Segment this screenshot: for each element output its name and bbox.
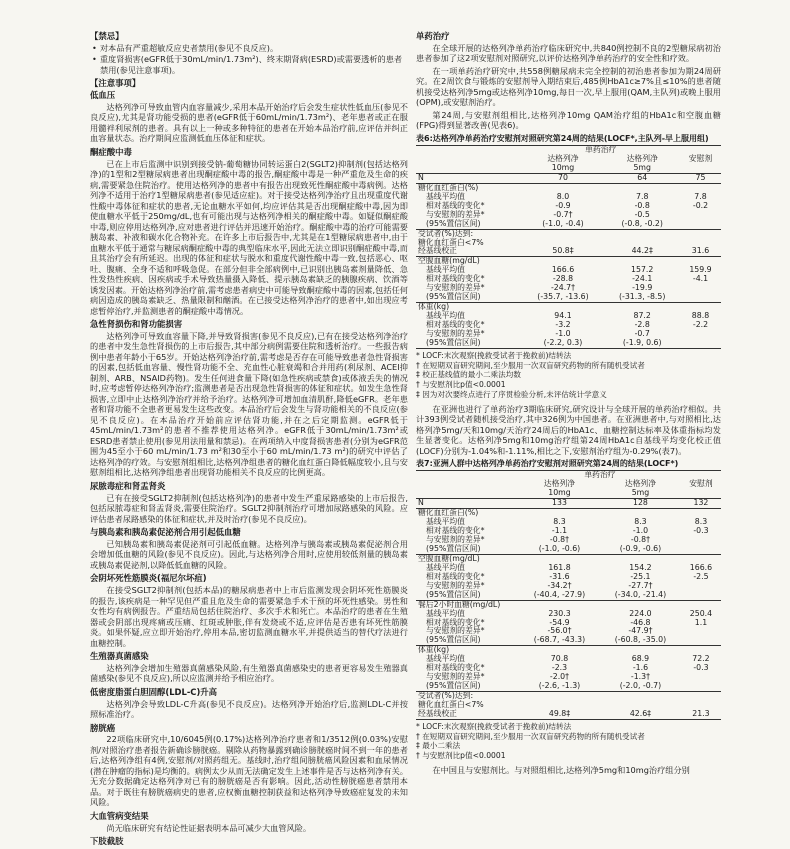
table-cell-value: 154.2 [629, 562, 652, 572]
table-row-label: (95%置信区间) [416, 220, 522, 229]
table-row-label: 相对基线的变化* [426, 617, 485, 627]
table-group-header: 单药治疗 [519, 471, 681, 480]
table-section-title: 糖化血红蛋白(%) [418, 508, 479, 518]
table-cell-value: -2.0† [549, 672, 570, 682]
table-section-title: 经基线校正 [416, 247, 522, 256]
table-cell-value [681, 682, 721, 691]
table-group-header: 单药治疗 [522, 145, 680, 154]
table-row-label: 基线平均值 [426, 562, 465, 572]
table-row-label: 与安慰剂的差异* [426, 209, 485, 219]
precaution-section-text: 已知胰岛素和胰岛素促泌剂可引起低血糖。达格列净与胰岛素或胰岛素促泌剂合用会增加低血糖的风险(参见不良反应)。因此,与达格列净合用时,应使用较低剂量的胰岛素或胰岛素促泌剂,以降低低血糖的风险。 [90, 538, 408, 570]
table-cell-value: 88.8 [691, 311, 710, 321]
table-section-title: 空腹血糖(mg/dL) [418, 256, 480, 266]
monotherapy-paragraph: 在一项单药治疗研究中,共558例糖尿病未完全控制的初治患者参加为期24周研究。在2周饮食与锻炼的安慰剂导入期结束后,485例HbA1c≥7%且≤10%的患者随机接受达格列净5mg或达格列净10mg,每日一次,早上服用(QAM,主队列)或晚上服用(OPM),或安慰剂治疗。 [416, 65, 721, 108]
table-cell-value: -24.1 [632, 274, 653, 284]
table-cell-value: -34.2† [547, 580, 572, 590]
table-cell-value: -0.3 [693, 526, 709, 535]
table-row-label: 基线平均值 [426, 517, 465, 527]
table-cell-value [681, 673, 721, 682]
table-notes [416, 722, 721, 761]
precaution-section-title: 酮症酸中毒 [90, 146, 132, 157]
table-cell-value: 21.3 [681, 710, 721, 719]
table-cell-value: 8.3 [634, 517, 647, 527]
table-cell-value: -2.3 [551, 663, 568, 673]
table-row-label: 相对基线的变化* [426, 526, 485, 535]
table-cell-value [680, 211, 721, 220]
table-7 [416, 459, 721, 761]
precaution-section [90, 319, 408, 478]
table-section-title: 糖化血红蛋白(%) [418, 182, 479, 192]
table-cell-value: 157.2 [631, 265, 654, 275]
table-cell-value: -19.9 [632, 283, 653, 293]
precautions-sections [90, 90, 408, 845]
precaution-section [90, 147, 408, 316]
precaution-section [90, 90, 408, 144]
table-cell-value: -24.7† [550, 283, 576, 293]
table-row [416, 293, 721, 302]
precaution-section [90, 573, 408, 648]
table-cell-value: -0.8† [549, 534, 570, 544]
table-cell-value: (-2.6, -1.3) [519, 682, 600, 691]
table-cell-value: 31.6 [680, 247, 721, 256]
table-row-label: 相对基线的变化* [426, 571, 485, 581]
table-cell-value [681, 536, 721, 545]
table-row-label: (95%置信区间) [416, 591, 519, 600]
precaution-section-text: 22项临床研究中,10/6045例(0.17%)达格列净治疗患者和1/3512例(0.03%)安慰剂/对照治疗患者报告新确诊膀胱癌。剔除从药物暴露到确诊膀胱癌时间不到一年的患者后,达格列净组有4例,安慰剂/对照药组无。基线时,治疗组间膀胱癌风险因素和血尿情况(潜在肿瘤的指标)是均衡的。病例太少从而无法确定发生上述事件是否与达格列净有关。无充分数据确定达格列净对已有的膀胱癌是否有影响。因此,活动性膀胱癌患者禁用本品。对于既往有膀胱癌病史的患者,应权衡血糖控制获益和达格列净导致癌症复发的未知风险。 [90, 734, 408, 808]
table-row-label: 基线平均值 [426, 191, 465, 201]
contraindication-item: • 重度肾损害(eGFR低于30mL/min/1.73m²)、终末期肾病(ESRD)或需要透析的患者禁用(参见注意事项)。 [90, 54, 408, 75]
table-header-blank [416, 480, 519, 498]
table-cell-value [680, 339, 721, 348]
table-cell-value: (-35.7, -13.6) [522, 293, 605, 302]
precaution-section [90, 651, 408, 684]
table-cell-value: 8.0 [556, 191, 570, 201]
table-cell-value: -1.3† [630, 672, 650, 682]
table-cell-value: 166.6 [551, 265, 575, 275]
table-section-title: 体重(kg) [418, 302, 450, 312]
precaution-section [90, 527, 408, 570]
precaution-section-text: 达格列净可导致血容量下降,并导致肾损害(参见不良反应),已有在接受达格列净治疗的患者中发生急性肾损伤的上市后报告,其中部分病例需要住院和透析治疗。一些报告病例中患者年龄小于65岁。开始达格列净治疗前,需考虑是否存在可能导致患者急性肾损害的因素,包括低血容量、慢性肾功能不全、充血性心脏衰竭和合并用药(利尿剂、ACEI抑制剂、ARB、NSAID药物)。发生任何进食量下降(如急性疾病或禁食)或体液丢失的情况时,应考虑暂停达格列净治疗;监测患者是否出现急性肾损害的体征和症状。如发生急性肾损害,立即中止达格列净治疗并给予治疗。达格列净可增加血清肌酐,降低eGFR。老年患者和肾功能不全患者更易发生这些改变。本品治疗后会发生与肾功能相关的不良反应(参见不良反应)。在本品治疗开始前应评估肾功能,并在之后定期监测。eGFR低于45mL/min/1.73m²的患者不推荐使用达格列净。eGFR低于30mL/min/1.73m²或ESRD患者禁止使用(参见用法用量和禁忌)。在两项纳入中度肾损害患者(分别为eGFR范围为45至小于60 mL/min/1.73 m²和30至小于60 mL/min/1.73 m²)的研究中评估了达格列净的疗效。与安慰剂组相比,达格列净组患者的糖化血红蛋白降低幅度较小,且与安慰剂组相比,达格列净组患者出现肾功能相关不良反应的比例更高。 [90, 330, 408, 478]
table-section-title-row [416, 710, 721, 719]
table-row-label: 基线平均值 [426, 608, 465, 618]
table-cell-value: -3.2 [555, 320, 571, 330]
table-cell-value: -0.7† [553, 209, 573, 219]
table-cell-value: -0.7 [634, 329, 650, 339]
table-cell-value [681, 636, 721, 645]
table-column-header-row [416, 155, 721, 173]
precaution-section-title: 膀胱癌 [90, 722, 116, 733]
table-row-label: 基线平均值 [426, 311, 465, 321]
table-cell-value: -1.6 [632, 663, 649, 673]
table-title: 表7:亚洲人群中达格列净单药治疗安慰剂对照研究第24周的结果(LOCF*) [416, 459, 679, 469]
table-n-label: N [416, 173, 522, 183]
table-cell-value: -1.0 [555, 329, 571, 339]
table-cell-value: -27.7† [628, 580, 653, 590]
precaution-section-title: 与胰岛素和胰岛素促泌剂合用引起低血糖 [90, 527, 241, 537]
table-cell-value: -46.8 [630, 617, 651, 627]
table-cell-value: -1.0 [632, 526, 649, 535]
left-column [90, 30, 408, 845]
precaution-section-text: 已有在接受SGLT2抑制剂(包括达格列净)的患者中发生严重尿路感染的上市后报告,包括尿脓毒症和肾盂肾炎,需要住院治疗。SGLT2抑制剂治疗可增加尿路感染的风险。应评估患者尿路感染的体征和症状,并及时治疗(参见不良反应)。 [90, 492, 408, 524]
table-row-label: 基线平均值 [426, 654, 465, 664]
precaution-section-text: 已在上市后监测中识别到接受钠-葡萄糖协同转运蛋白2(SGLT2)抑制剂(包括达格列净)的1型和2型糖尿病患者出现酮症酸中毒的报告,酮症酸中毒是一种严重危及生命的疾病,需要紧急住院治疗。使用达格列净的患者中有报告出现致死性酮症酸中毒病例。达格列净不适用于治疗1型糖尿病患者(参见适应症)。对于接受达格列净治疗且出现重度代谢性酸中毒体征和症状的患者,无论血糖水平如何,均应评估其是否出现酮症酸中毒,因为即使血糖水平低于250mg/dL,也有可能出现与达格列净相关的酮症酸中毒。如疑似酮症酸中毒,则应停用达格列净,应对患者进行评估并迅速开始治疗。酮症酸中毒的治疗可能需要胰岛素、补液和碳水化合物补充。在许多上市后报告中,尤其是在1型糖尿病患者中,由于血糖水平低于通常与糖尿病酮症酸中毒的典型临床水平,因此无法立即识别酮症酸中毒,而且其治疗会有所延迟。出现的体征和症状与脱水和重度代谢性酸中毒一致,包括恶心、呕吐、腹痛、全身不适和呼吸急促。在部分但非全部病例中,已识别出胰岛素剂量降低、急性发热性疾病、因疾病或手术导致热量摄入降低、提示胰岛素缺乏的胰腺疾病、饮酒等诱发因素。开始达格列净治疗前,需考虑患者病史中可能导致酮症酸中毒的因素,包括任何病因造成的胰岛素缺乏、热量限制和酗酒。在已接受达格列净治疗的患者中,如出现应考虑暂停治疗,并监测患者的酮症酸中毒情况。 [90, 158, 408, 316]
table-cell-value: (-1.0, -0.6) [519, 545, 600, 554]
table-cell-value: -56.0† [547, 626, 572, 636]
table-column-header: 达格列净 10mg [522, 155, 605, 173]
table-cell-value [680, 330, 721, 339]
table-column-header: 达格列净 5mg [604, 155, 680, 173]
table-row-label: 基线平均值 [426, 265, 465, 275]
table-cell-value: 230.3 [548, 608, 571, 618]
table-note: ‡ 因为对次要终点进行了序贯检验分析,未评估统计学意义 [416, 389, 607, 399]
table-row-label: 与安慰剂的差异* [426, 534, 485, 544]
table-n-value: 132 [681, 499, 721, 509]
table-cell-value: 250.4 [689, 608, 713, 618]
table-cell-value: -31.6 [549, 571, 570, 581]
table-row-label: (95%置信区间) [416, 682, 519, 691]
table-section-title: 经基线校正 [416, 710, 519, 719]
contraindication-item: • 对本品有严重超敏反应史者禁用(参见不良反应)。 [90, 43, 408, 54]
table-cell-value: 70.8 [550, 654, 569, 664]
table-column-header-row [416, 480, 721, 498]
table-cell-value: -1.1 [551, 526, 568, 535]
precaution-section-title: 尿脓毒症和肾盂肾炎 [90, 480, 166, 491]
table-section-title: 糖化血红蛋白<7% [418, 700, 484, 710]
table-cell-value: -0.9 [555, 200, 571, 210]
precaution-section [90, 811, 408, 833]
table-row-label: 与安慰剂的差异* [426, 672, 485, 682]
table-note: † 与安慰剂比p值<0.0001 [416, 751, 506, 761]
table-row [416, 339, 721, 348]
table-column-header: 安慰剂 [681, 480, 721, 498]
table-cell-value: 50.8‡ [522, 247, 605, 256]
table-cell-value: (-40.4, -27.9) [519, 591, 600, 600]
table-note: ‡ 最小二乘法 [416, 741, 461, 751]
table-cell-value: (-60.8, -35.0) [600, 636, 681, 645]
table-row-label: 与安慰剂的差异* [426, 283, 485, 293]
table-cell-value: 7.8 [636, 191, 649, 201]
table-row-label: 相对基线的变化* [426, 274, 485, 284]
precaution-section [90, 481, 408, 524]
table-note: * LOCF:末次观察(挽救受试者于挽救前)结转法 [416, 350, 572, 360]
precaution-section-text: 在接受SGLT2抑制剂(包括本品)的糖尿病患者中上市后监测发现会阴坏死性筋膜炎的报告,该疾病是一种罕见但严重且危及生命的需要紧急手术干预的坏死性感染。男性和女性均有病例报告。严重结局包括住院治疗、多次手术和死亡。本品治疗的患者在生殖器或会阴部出现疼痛或压痛、红斑或肿胀,伴有发烧或不适,应评估是否患有坏死性筋膜炎。如果怀疑,应立即开始治疗,停用本品,密切监测血糖水平,并提供适当的替代疗法进行血糖控制。 [90, 585, 408, 648]
table-cell-value [680, 293, 721, 302]
table-row [416, 220, 721, 229]
right-column [416, 30, 721, 845]
table-cell-value: 224.0 [629, 608, 652, 618]
monotherapy-title: 单药治疗 [416, 31, 450, 41]
table-cell-value: 68.9 [631, 654, 650, 664]
table-cell-value: 161.8 [548, 562, 571, 572]
table-row-label: 相对基线的变化* [426, 320, 485, 330]
precaution-section-text: 达格列净会导致LDL-C升高(参见不良反应)。达格列净开始治疗后,监测LDL-C并按照标准治疗。 [90, 698, 408, 719]
contraindications-list [90, 43, 408, 76]
table-cell-value [681, 545, 721, 554]
table-section-title: 空腹血糖(mg/dL) [418, 553, 480, 563]
table-cell-value: 42.6‡ [600, 710, 681, 719]
table-n-value: 75 [680, 173, 721, 183]
table-row-label: (95%置信区间) [416, 545, 519, 554]
table-row-label: 与安慰剂的差异* [426, 329, 485, 339]
table-section-title: 受试者(%)达到: [418, 691, 474, 701]
monotherapy-paragraph: 第24周,与安慰剂组相比,达格列净10mg QAM治疗组的HbA1c和空腹血糖(FPG)得到显著改善(见表6)。 [416, 109, 721, 131]
table-cell-value: (-34.0, -21.4) [600, 591, 681, 600]
table-row-label: 与安慰剂的差异* [426, 580, 485, 590]
table-cell-value: -2.5 [693, 571, 709, 581]
monotherapy-paragraph: 在全球开展的达格列净单药治疗临床研究中,共840例控制不良的2型糖尿病初治患者参加了这2项安慰剂对照研究,以评价达格列净单药治疗的安全性和疗效。 [416, 42, 721, 64]
table-n-value: 128 [600, 499, 681, 509]
table-cell-value: (-2.2, 0.3) [522, 339, 605, 348]
precaution-section [90, 687, 408, 720]
table-row-label: 相对基线的变化* [426, 200, 485, 210]
table-title: 表6:达格列净单药治疗安慰剂对照研究第24周的结果(LOCF*,主队列-早上服用组) [416, 133, 709, 143]
table-row-label: (95%置信区间) [416, 339, 522, 348]
table-cell-value: -0.8† [630, 534, 650, 544]
table-section-title: 体重(kg) [418, 645, 450, 655]
table-cell-value [681, 591, 721, 600]
precaution-section-title: 低血压 [90, 90, 116, 100]
table-cell-value: -2.2 [692, 320, 709, 330]
table-cell-value [681, 627, 721, 636]
table-notes [416, 351, 721, 400]
table-cell-value: -47.9† [628, 626, 653, 636]
tail-paragraph: 在中国且与安慰剂比。与对照组相比,达格列净5mg和10mg治疗组分别 [432, 764, 690, 775]
table-header-blank [416, 471, 519, 480]
precaution-section-text: 达格列净会增加生殖器真菌感染风险,有生殖器真菌感染史的患者更容易发生殖器真菌感染(参见不良反应),所以应监测并给予相应治疗。 [90, 662, 408, 684]
asia-paragraph: 在亚洲也进行了单药治疗3期临床研究,研究设计与全球开展的单药治疗相似。共计393例受试者随机接受治疗,其中326例为中国患者。在亚洲患者中,与对照相比,达格列净5mg/天和10mg/天治疗24周后的HbA1c、血糖控制达标率及体重指标均发生显著变化。达格列净5mg和10mg治疗组第24周HbA1c自基线平均变化校正值(LOCF)分别为-1.04%和-1.11%,相比之下,安慰剂治疗组为-0.29%(表7)。 [416, 403, 721, 456]
contraindications-title: 【禁忌】 [90, 31, 124, 41]
table-cell-value: (-1.9, 0.6) [604, 339, 680, 348]
table-column-header: 达格列净 5mg [600, 480, 681, 498]
results-table [416, 470, 721, 720]
table-cell-value: -0.8 [634, 200, 650, 210]
table-cell-value [681, 582, 721, 591]
table-row [416, 591, 721, 600]
table-cell-value: -54.9 [549, 617, 570, 627]
table-cell-value: 94.1 [554, 311, 572, 321]
precaution-section-text: 达格列净可导致血管内血容量减少,采用本品开始治疗后会发生症状性低血压(参见不良反应),尤其是肾功能受损的患者(eGFR低于60mL/min/1.73m²)、老年患者或正在服用髓袢利尿剂的患者。具有以上一种或多种特征的患者在开始本品治疗前,应评估并纠正血容量状态。治疗期间应监测低血压体征和症状。 [90, 101, 408, 144]
table-row [416, 545, 721, 554]
table-cell-value: (-2.0, -0.7) [600, 682, 681, 691]
table-cell-value [680, 284, 721, 293]
table-cell-value: 8.3 [553, 517, 566, 527]
table-cell-value: (-31.3, -8.5) [604, 293, 680, 302]
table-cell-value: 44.2‡ [604, 247, 680, 256]
table-column-header: 达格列净 10mg [519, 480, 600, 498]
table-cell-value: 49.8‡ [519, 710, 600, 719]
table-n-value: 70 [522, 173, 605, 183]
table-row-label: (95%置信区间) [416, 293, 522, 302]
table-cell-value: -0.5 [634, 209, 650, 219]
precaution-section-title: 低密度脂蛋白胆固醇(LDL-C)升高 [90, 686, 218, 697]
results-table [416, 145, 721, 349]
contraindications-section [90, 31, 408, 75]
table-cell-value: -25.1 [630, 571, 651, 581]
table-n-value: 64 [604, 173, 680, 183]
table-cell-value: -0.2 [692, 200, 709, 210]
table-note: * LOCF:末次观察(挽救受试者于挽救前)结转法 [416, 722, 572, 732]
table-n-value: 133 [519, 499, 600, 509]
table-cell-value: 1.1 [694, 617, 708, 627]
table-section-title: 受试者(%)达到: [418, 228, 474, 238]
table-note: † 在短期双盲研究期间,至少服用一次双盲研究药物的所有随机受试者 [416, 360, 645, 370]
precaution-section [90, 836, 408, 845]
table-cell-value: -28.8 [552, 274, 574, 284]
table-cell-value: 166.6 [689, 562, 713, 572]
precautions-title: 【注意事项】 [90, 78, 141, 89]
table-note: † 与安慰剂比p值<0.0001 [416, 380, 506, 390]
table-cell-value: 8.3 [694, 517, 708, 527]
table-row-label: (95%置信区间) [416, 636, 519, 645]
table-header-blank [416, 155, 522, 173]
table-n-row [416, 173, 721, 183]
table-cell-value: -2.8 [634, 320, 650, 330]
table-cell-value: -0.3 [693, 663, 709, 673]
table-cell-value: 72.2 [692, 654, 710, 664]
table-cell-value: 7.8 [694, 191, 707, 201]
table-cell-value: (-0.9, -0.6) [600, 545, 681, 554]
table-cell-value: (-0.8, -0.2) [604, 220, 680, 229]
table-row [416, 636, 721, 645]
table-cell-value: -4.1 [692, 274, 709, 284]
precaution-section-title: 大血管病变结果 [90, 810, 149, 821]
table-section-title: 餐后2小时血糖(mg/dL) [418, 599, 501, 609]
table-cell-value [680, 220, 721, 229]
table-header-blank [416, 145, 522, 154]
table-cell-value: 87.2 [633, 311, 651, 321]
table-row-label: 相对基线的变化* [426, 663, 485, 673]
monotherapy-paragraphs [416, 43, 721, 131]
precaution-section-title: 生殖器真菌感染 [90, 651, 149, 661]
table-row-label: 与安慰剂的差异* [426, 626, 485, 636]
table-cell-value: (-1.0, -0.4) [522, 220, 605, 229]
precaution-section [90, 723, 408, 808]
table-note: ‡ 校正基线值的最小二乘法均数 [416, 370, 521, 380]
table-6 [416, 134, 721, 400]
table-cell-value: 159.9 [689, 265, 712, 275]
table-section-title: 糖化血红蛋白<7% [418, 237, 484, 247]
table-n-label: N [416, 499, 519, 509]
table-column-header: 安慰剂 [680, 155, 721, 173]
precaution-section-title: 会阴坏死性筋膜炎(福尼尔坏疽) [90, 573, 207, 584]
precaution-section-text: 尚无临床研究有结论性证据表明本品可减少大血管风险。 [106, 822, 312, 833]
precaution-section-title: 急性肾损伤和肾功能损害 [90, 319, 183, 329]
table-note: † 在短期双盲研究期间,至少服用一次双盲研究药物的所有随机受试者 [416, 731, 645, 741]
table-cell-value: (-68.7, -43.3) [519, 636, 600, 645]
precaution-section-title: 下肢截肢 [90, 836, 124, 845]
